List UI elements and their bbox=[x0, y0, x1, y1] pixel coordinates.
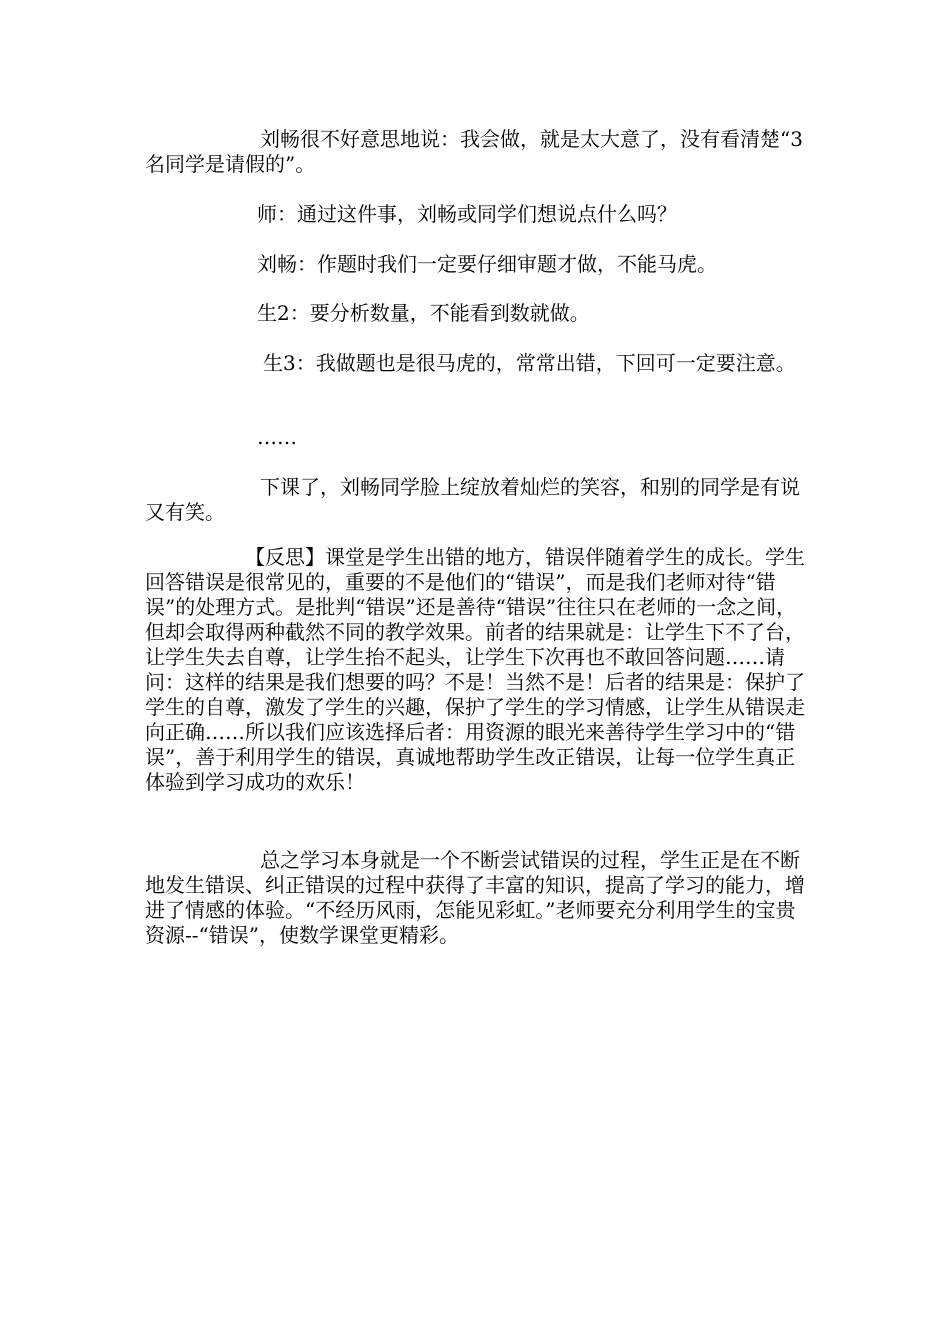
paragraph-teacher-question: 师：通过这件事，刘畅或同学们想说点什么吗？ bbox=[257, 202, 677, 226]
paragraph-student-3: 生3：我做题也是很马虎的，常常出错，下回可一定要注意。 bbox=[263, 351, 796, 375]
paragraph-conclusion: 总之学习本身就是一个不断尝试错误的过程，学生正是在不断地发生错误、纠正错误的过程中获得了丰富的知识，提高了学习的能力，增进了情感的体验。“不经历风雨，怎能见彩虹。”老师要充分利用学生的宝贵资源--“错误”，使数学课堂更精彩。 bbox=[145, 848, 805, 947]
paragraph-student-2: 生2：要分析数量，不能看到数就做。 bbox=[257, 301, 590, 325]
paragraph-after-class: 下课了，刘畅同学脸上绽放着灿烂的笑容，和别的同学是有说又有笑。 bbox=[145, 475, 800, 524]
paragraph-reflection: 【反思】课堂是学生出错的地方，错误伴随着学生的成长。学生回答错误是很常见的，重要的不是他们的“错误”，而是我们老师对待“错误”的处理方式。是批判“错误”还是善待“错误”往往只在老师的一念之间，但却会取得两种截然不同的教学效果。前者的结果就是：让学生下不了台，让学生失去自尊，让学生抬不起头，让学生下次再也不敢回答问题……请问：这样的结果是我们想要的吗？不是！当然不是！后者的结果是：保护了学生的自尊，激发了学生的兴趣，保护了学生的学习情感，让学生从错误走向正确……所以我们应该选择后者：用资源的眼光来善待学生学习中的“错误”，善于利用学生的错误，真诚地帮助学生改正错误，让每一位学生真正体验到学习成功的欢乐！ bbox=[145, 545, 805, 794]
paragraph-ellipsis: …… bbox=[257, 425, 297, 449]
paragraph-liuchang-statement: 刘畅：作题时我们一定要仔细审题才做，不能马虎。 bbox=[257, 252, 717, 276]
paragraph-liuchang-reply: 刘畅很不好意思地说：我会做，就是太大意了，没有看清楚“3名同学是请假的”。 bbox=[145, 127, 803, 176]
